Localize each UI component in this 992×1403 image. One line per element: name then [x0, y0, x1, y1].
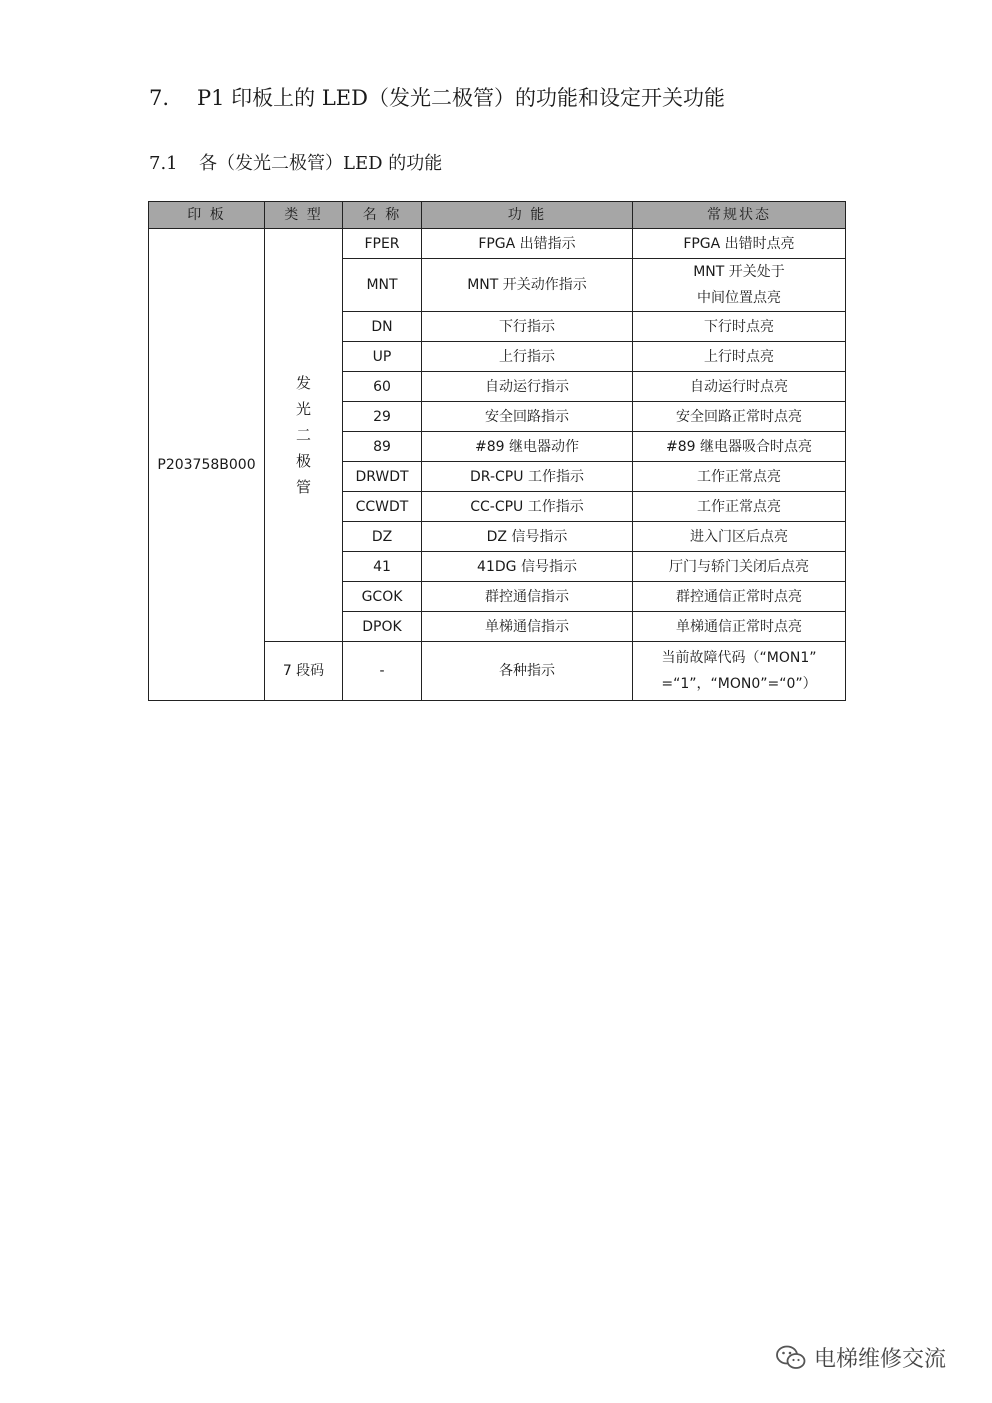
header-state: 常规状态	[633, 202, 846, 229]
section-title: P1 印板上的 LED（发光二极管）的功能和设定开关功能	[197, 86, 725, 110]
subsection-title: 各（发光二极管）LED 的功能	[199, 153, 443, 174]
state-line: =“1”，“MON0”=“0”）	[661, 676, 817, 692]
state-cell: 工作正常点亮	[633, 462, 846, 492]
name-cell: 89	[343, 432, 422, 462]
type-char: 二	[295, 426, 311, 444]
name-cell: 29	[343, 402, 422, 432]
state-cell: 厅门与轿门关闭后点亮	[633, 552, 846, 582]
name-cell: FPER	[343, 229, 422, 259]
name-cell: DPOK	[343, 612, 422, 642]
type-char: 管	[295, 478, 311, 496]
name-cell: DZ	[343, 522, 422, 552]
type-char: 极	[295, 452, 311, 470]
function-cell: 41DG 信号指示	[422, 552, 633, 582]
function-cell: 安全回路指示	[422, 402, 633, 432]
type-cell: 7 段码	[265, 642, 343, 701]
header-type: 类 型	[265, 202, 343, 229]
type-led-cell	[265, 229, 343, 642]
state-line: MNT 开关处于	[693, 264, 785, 280]
header-function: 功 能	[422, 202, 633, 229]
name-cell: 41	[343, 552, 422, 582]
table-row	[149, 229, 846, 259]
name-cell: MNT	[343, 259, 422, 312]
wechat-icon	[776, 1345, 806, 1371]
function-cell: MNT 开关动作指示	[422, 259, 633, 312]
led-function-table	[148, 201, 846, 701]
function-cell: DR-CPU 工作指示	[422, 462, 633, 492]
name-cell: CCWDT	[343, 492, 422, 522]
table-header-row	[149, 202, 846, 229]
board-cell: P203758B000	[149, 229, 265, 701]
watermark	[776, 1342, 946, 1373]
name-cell: 60	[343, 372, 422, 402]
function-cell: 自动运行指示	[422, 372, 633, 402]
header-name: 名 称	[343, 202, 422, 229]
section-heading	[149, 82, 725, 112]
state-cell: 下行时点亮	[633, 312, 846, 342]
name-cell: GCOK	[343, 582, 422, 612]
name-cell: DRWDT	[343, 462, 422, 492]
state-cell: 单梯通信正常时点亮	[633, 612, 846, 642]
function-cell: DZ 信号指示	[422, 522, 633, 552]
function-cell: 各种指示	[422, 642, 633, 701]
name-cell: DN	[343, 312, 422, 342]
state-cell: 群控通信正常时点亮	[633, 582, 846, 612]
state-line: 当前故障代码（“MON1”	[661, 650, 817, 666]
state-cell	[633, 642, 846, 701]
watermark-text: 电梯维修交流	[814, 1347, 947, 1372]
function-cell: 下行指示	[422, 312, 633, 342]
type-char: 发	[295, 374, 311, 392]
subsection-heading	[149, 149, 442, 175]
function-cell: CC-CPU 工作指示	[422, 492, 633, 522]
state-cell: 工作正常点亮	[633, 492, 846, 522]
section-number: 7.	[149, 86, 170, 110]
header-board: 印 板	[149, 202, 265, 229]
state-cell: 自动运行时点亮	[633, 372, 846, 402]
state-cell: 进入门区后点亮	[633, 522, 846, 552]
name-cell: -	[343, 642, 422, 701]
state-cell: FPGA 出错时点亮	[633, 229, 846, 259]
function-cell: 群控通信指示	[422, 582, 633, 612]
function-cell: 单梯通信指示	[422, 612, 633, 642]
function-cell: 上行指示	[422, 342, 633, 372]
state-cell: 上行时点亮	[633, 342, 846, 372]
subsection-number: 7.1	[149, 153, 178, 174]
state-cell	[633, 259, 846, 312]
state-cell: #89 继电器吸合时点亮	[633, 432, 846, 462]
state-cell: 安全回路正常时点亮	[633, 402, 846, 432]
function-cell: FPGA 出错指示	[422, 229, 633, 259]
state-line: 中间位置点亮	[697, 290, 781, 306]
type-char: 光	[295, 400, 311, 418]
function-cell: #89 继电器动作	[422, 432, 633, 462]
name-cell: UP	[343, 342, 422, 372]
